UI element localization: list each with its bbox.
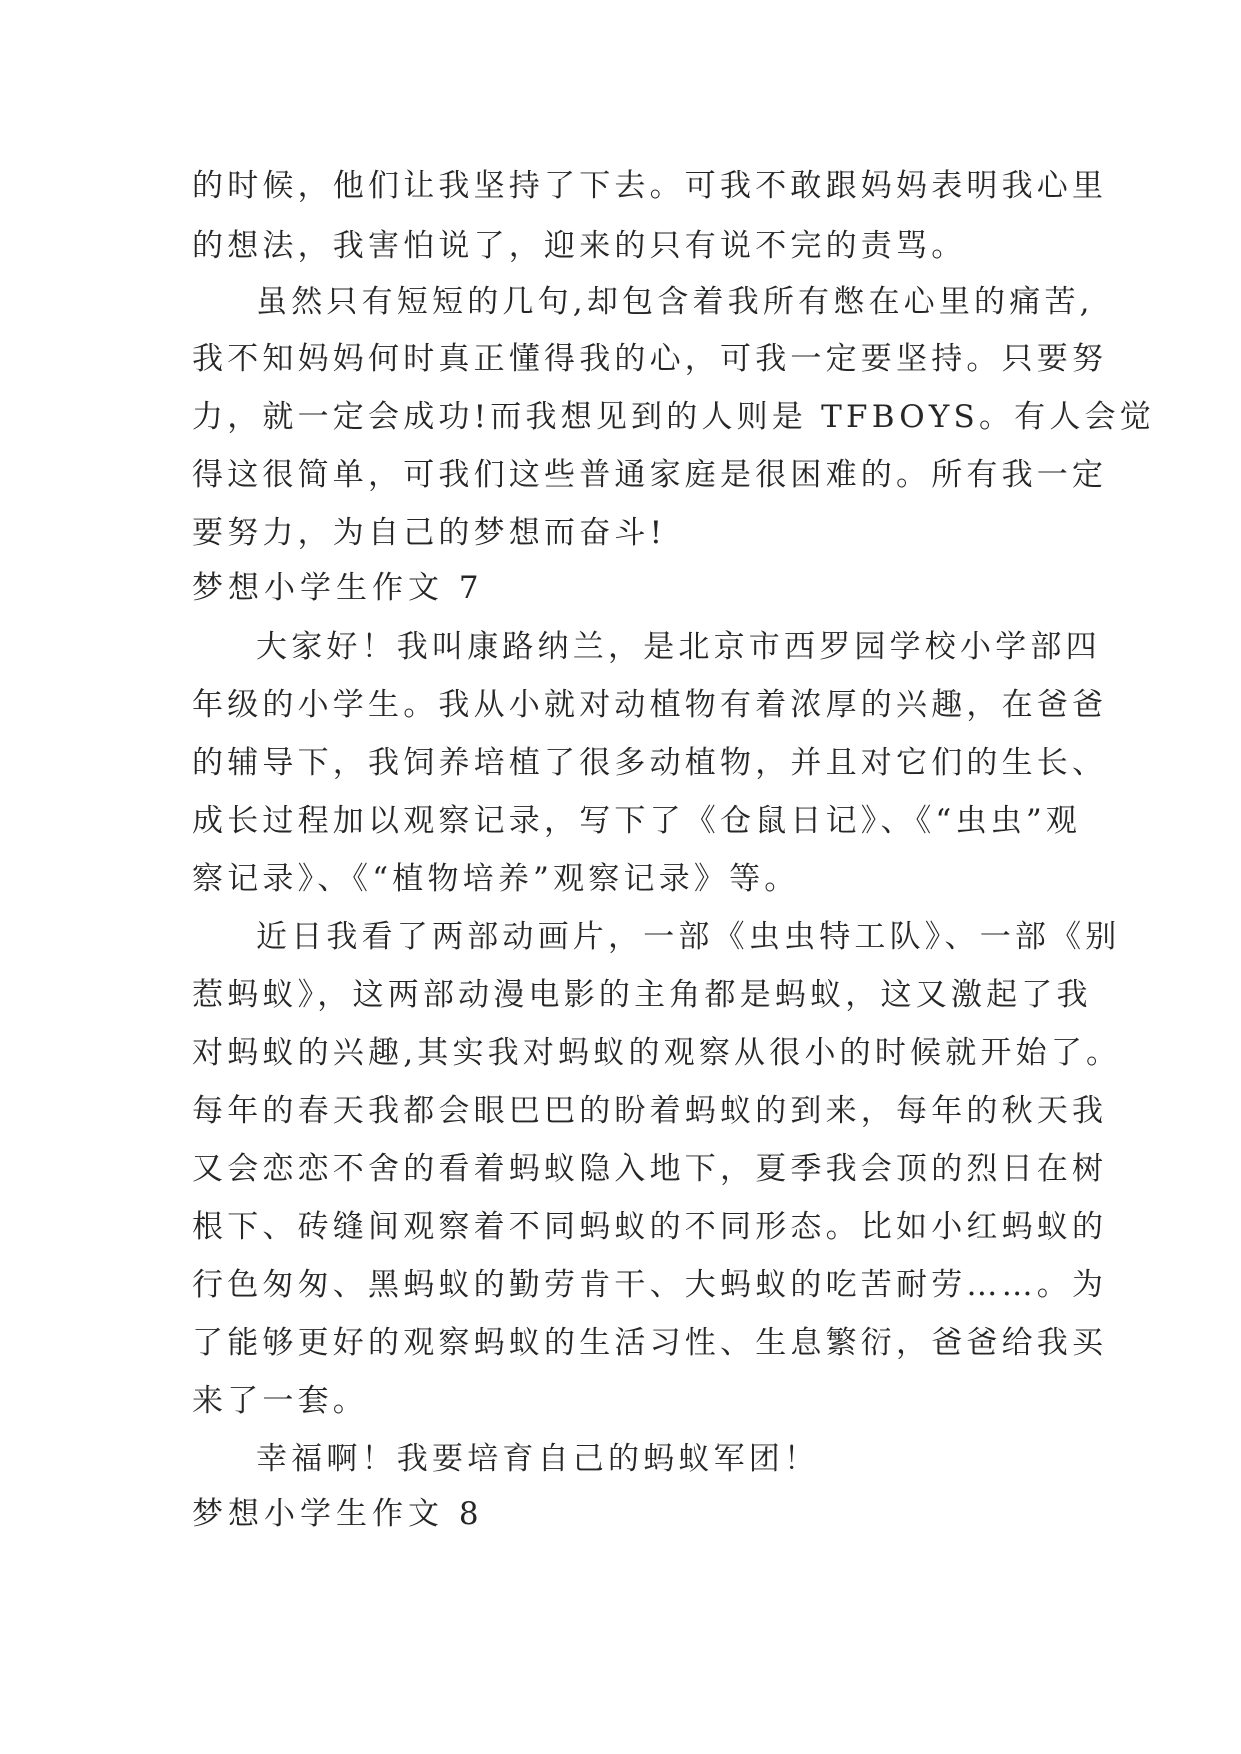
text-line: 又会恋恋不舍的看着蚂蚁隐入地下，夏季我会顶的烈日在树 (192, 1151, 1108, 1187)
text-line: 来了一套。 (192, 1383, 368, 1419)
text-line: 年级的小学生。我从小就对动植物有着浓厚的兴趣，在爸爸 (192, 687, 1108, 723)
text-line: 的时候，他们让我坚持了下去。可我不敢跟妈妈表明我心里 (192, 168, 1108, 204)
section-heading: 梦想小学生作文 7 (192, 570, 484, 606)
paragraph-start: 近日我看了两部动画片，一部《虫虫特工队》、一部《别 (256, 919, 1121, 955)
section-heading: 梦想小学生作文 8 (192, 1496, 484, 1532)
text-line: 惹蚂蚁》，这两部动漫电影的主角都是蚂蚁，这又激起了我 (192, 977, 1092, 1013)
text-line: 成长过程加以观察记录，写下了《仓鼠日记》、《“虫虫”观 (192, 803, 1082, 839)
text-line: 我不知妈妈何时真正懂得我的心，可我一定要坚持。只要努 (192, 341, 1108, 377)
text-line: 得这很简单，可我们这些普通家庭是很困难的。所有我一定 (192, 457, 1108, 493)
text-line: 每年的春天我都会眼巴巴的盼着蚂蚁的到来，每年的秋天我 (192, 1093, 1108, 1129)
text-line: 察记录》、《“植物培养”观察记录》等。 (192, 861, 800, 897)
text-line: 要努力，为自己的梦想而奋斗! (192, 515, 667, 551)
paragraph-start: 大家好！我叫康路纳兰，是北京市西罗园学校小学部四 (256, 629, 1101, 665)
text-line: 力，就一定会成功!而我想见到的人则是 TFBOYS。有人会觉 (192, 399, 1155, 435)
text-line: 对蚂蚁的兴趣,其实我对蚂蚁的观察从很小的时候就开始了。 (192, 1035, 1122, 1071)
text-line: 根下、砖缝间观察着不同蚂蚁的不同形态。比如小红蚂蚁的 (192, 1209, 1108, 1245)
text-line: 了能够更好的观察蚂蚁的生活习性、生息繁衍，爸爸给我买 (192, 1325, 1108, 1361)
paragraph-start: 幸福啊！我要培育自己的蚂蚁军团！ (256, 1441, 820, 1477)
text-line: 的想法，我害怕说了，迎来的只有说不完的责骂。 (192, 228, 967, 264)
text-line: 行色匆匆、黑蚂蚁的勤劳肯干、大蚂蚁的吃苦耐劳……。为 (192, 1267, 1108, 1303)
paragraph-start: 虽然只有短短的几句,却包含着我所有憋在心里的痛苦, (256, 284, 1094, 320)
text-line: 的辅导下，我饲养培植了很多动植物，并且对它们的生长、 (192, 745, 1108, 781)
